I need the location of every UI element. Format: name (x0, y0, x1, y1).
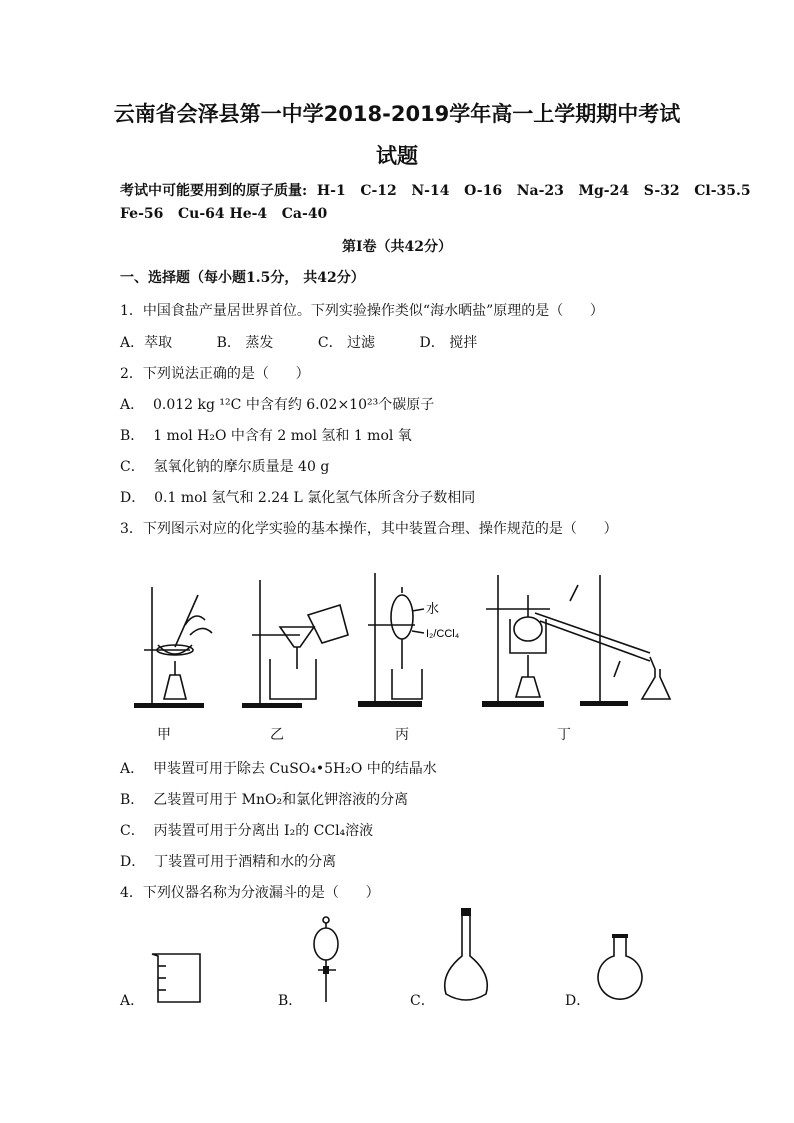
q3-figure-reagent-label: I₂/CCl₄ (426, 628, 460, 640)
q2-option-b: B． 1 mol H₂O 中含有 2 mol 氢和 1 mol 氧 (120, 428, 412, 444)
q3-apparatus-figure (130, 565, 690, 715)
q3-option-a: A． 甲装置可用于除去 CuSO₄•5H₂O 中的结晶水 (120, 761, 437, 777)
beaker-image (148, 948, 208, 1008)
q3-figure-label-jia: 甲 (157, 727, 171, 743)
q2-option-d: D． 0.1 mol 氢气和 2.24 L 氯化氢气体所含分子数相同 (120, 490, 476, 506)
q3-option-c: C． 丙装置可用于分离出 I₂的 CCl₄溶液 (120, 823, 374, 839)
q3-stem: 3．下列图示对应的化学实验的基本操作，其中装置合理、操作规范的是（ ） (120, 521, 618, 537)
q1-options: A．萃取 B． 蒸发 C． 过滤 D． 搅拌 (120, 335, 478, 351)
q2-stem: 2．下列说法正确的是（ ） (120, 366, 310, 382)
separatory-funnel-image (306, 914, 346, 1006)
round-bottom-flask-image (592, 932, 648, 1008)
apparatus-yi (242, 580, 348, 708)
q3-figure-label-ding: 丁 (557, 727, 571, 743)
q3-option-d: D． 丁装置可用于酒精和水的分离 (120, 854, 337, 870)
q3-figure-water-label: 水 (426, 601, 440, 616)
q3-figure-label-yi: 乙 (270, 727, 284, 743)
q2-option-a: A． 0.012 kg ¹²C 中含有约 6.02×10²³个碳原子 (120, 397, 435, 413)
atomic-masses-line2: Fe-56 Cu-64 He-4 Ca-40 (120, 206, 328, 222)
q4-option-d-letter: D． (565, 993, 591, 1009)
part-heading: 一、选择题（每小题1.5分， 共42分） (120, 270, 365, 286)
apparatus-jia (134, 587, 212, 708)
q4-option-a-letter: A． (120, 993, 145, 1009)
apparatus-bing (358, 573, 460, 707)
atomic-masses-line1: 考试中可能要用到的原子质量: H-1 C-12 N-14 O-16 Na-23 Mg-24 S-32 Cl-35.5 (120, 183, 751, 199)
q4-option-b-letter: B． (278, 993, 303, 1009)
document-title-line1: 云南省会泽县第一中学2018-2019学年高一上学期期中考试 (113, 102, 681, 126)
apparatus-ding (482, 575, 670, 707)
q4-option-c-letter: C． (410, 993, 435, 1009)
volumetric-flask-image (436, 906, 496, 1006)
section-heading: 第Ⅰ卷（共42分） (341, 239, 453, 255)
q2-option-c: C． 氢氧化钠的摩尔质量是 40 g (120, 459, 330, 475)
q1-stem: 1．中国食盐产量居世界首位。下列实验操作类似“海水晒盐”原理的是（ ） (120, 303, 604, 319)
q3-option-b: B． 乙装置可用于 MnO₂和氯化钾溶液的分离 (120, 792, 409, 808)
q4-stem: 4．下列仪器名称为分液漏斗的是（ ） (120, 885, 380, 901)
document-title-line2: 试题 (376, 144, 418, 168)
q3-figure-label-bing: 丙 (395, 727, 409, 743)
